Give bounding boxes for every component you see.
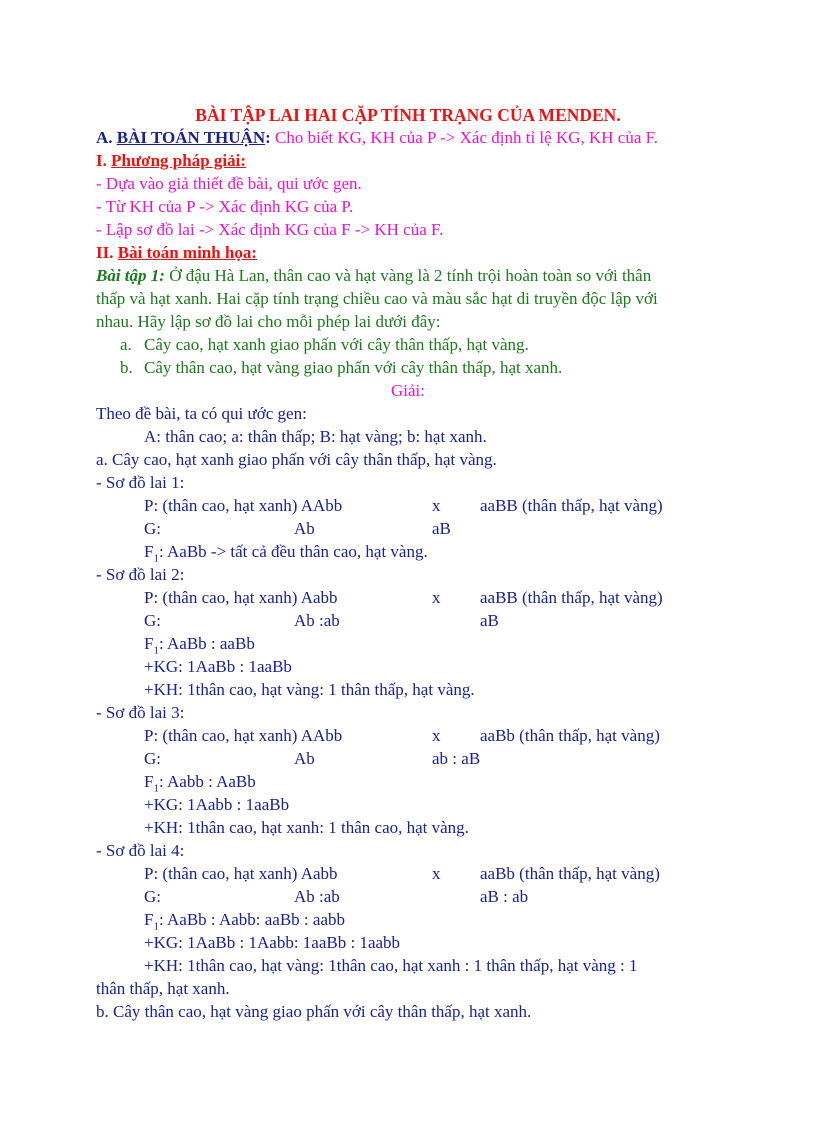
scheme-kg-row: +KG: 1AaBb : 1Aabb: 1aaBb : 1aabb bbox=[144, 933, 401, 952]
g-right: aB : ab bbox=[480, 887, 529, 906]
document-title: BÀI TẬP LAI HAI CẶP TÍNH TRẠNG CỦA MENDEN. bbox=[195, 105, 621, 125]
scheme-f1-row bbox=[144, 771, 256, 793]
solution-label: Giải: bbox=[391, 381, 425, 400]
g-label: G: bbox=[144, 887, 161, 906]
f1-text: : AaBb -> tất cả đều thân cao, hạt vàng. bbox=[158, 542, 428, 561]
exercise-item-b bbox=[120, 357, 563, 379]
method-step-3: - Lập sơ đồ lai -> Xác định KG của F -> KH của F. bbox=[96, 220, 444, 239]
section-i-heading: Phương pháp giải: bbox=[111, 151, 247, 170]
exercise-item-text: Cây cao, hạt xanh giao phấn với cây thân thấp, hạt vàng. bbox=[144, 335, 529, 354]
f1-text: : Aabb : AaBb bbox=[158, 772, 256, 791]
exercise-line-2: thấp và hạt xanh. Hai cặp tính trạng chiều cao và màu sắc hạt di truyền độc lập với bbox=[96, 289, 658, 308]
scheme-kh-row: +KH: 1thân cao, hạt xanh: 1 thân cao, hạt vàng. bbox=[144, 818, 469, 837]
section-a-prefix: A. bbox=[96, 128, 117, 147]
scheme-g-row bbox=[144, 518, 744, 540]
scheme-f1-row bbox=[144, 541, 428, 563]
scheme-g-row bbox=[144, 610, 744, 632]
scheme-label: - Sơ đồ lai 4: bbox=[96, 841, 185, 860]
section-a-line bbox=[96, 127, 658, 149]
g-right: aB bbox=[432, 519, 451, 538]
scheme-g-row bbox=[144, 886, 744, 908]
scheme-p-row bbox=[144, 587, 744, 609]
scheme-label: - Sơ đồ lai 1: bbox=[96, 473, 185, 492]
g-left: Ab bbox=[294, 749, 315, 768]
g-left: Ab :ab bbox=[294, 611, 340, 630]
f1-sub: 1 bbox=[153, 920, 159, 933]
exercise-label: Bài tập 1: bbox=[96, 266, 165, 285]
g-right: ab : aB bbox=[432, 749, 481, 768]
g-label: G: bbox=[144, 611, 161, 630]
scheme-f1-row bbox=[144, 633, 255, 655]
scheme-kg-row: +KG: 1AaBb : 1aaBb bbox=[144, 657, 292, 676]
p-left: P: (thân cao, hạt xanh) Aabb bbox=[144, 588, 338, 607]
scheme-label: - Sơ đồ lai 3: bbox=[96, 703, 185, 722]
f1-sub: 1 bbox=[153, 644, 159, 657]
scheme-kg-row: +KG: 1Aabb : 1aaBb bbox=[144, 795, 290, 814]
scheme-kh-continuation: thân thấp, hạt xanh. bbox=[96, 979, 230, 998]
part-a-heading: a. Cây cao, hạt xanh giao phấn với cây thân thấp, hạt vàng. bbox=[96, 450, 497, 469]
section-i-line bbox=[96, 150, 246, 172]
cross-symbol: x bbox=[432, 588, 441, 607]
scheme-kh-row: +KH: 1thân cao, hạt vàng: 1 thân thấp, hạt vàng. bbox=[144, 680, 475, 699]
exercise-text-1: Ở đậu Hà Lan, thân cao và hạt vàng là 2 tính trội hoàn toàn so với thân bbox=[164, 266, 652, 285]
exercise-line-3: nhau. Hãy lập sơ đồ lai cho mỗi phép lai dưới đây: bbox=[96, 312, 441, 331]
g-label: G: bbox=[144, 749, 161, 768]
scheme-p-row bbox=[144, 863, 744, 885]
exercise-line-1 bbox=[96, 265, 651, 287]
section-a-heading: BÀI TOÁN THUẬN bbox=[116, 128, 266, 147]
cross-symbol: x bbox=[432, 864, 441, 883]
section-ii-line bbox=[96, 242, 257, 264]
exercise-item-marker: b. bbox=[120, 358, 133, 377]
method-step-2: - Từ KH của P -> Xác định KG của P. bbox=[96, 197, 354, 216]
exercise-item-a bbox=[120, 334, 529, 356]
f1-text: : AaBb : aaBb bbox=[158, 634, 255, 653]
gene-convention: A: thân cao; a: thân thấp; B: hạt vàng; b: hạt xanh. bbox=[144, 427, 487, 446]
p-left: P: (thân cao, hạt xanh) AAbb bbox=[144, 496, 343, 515]
f1-sub: 1 bbox=[153, 782, 159, 795]
f1-prefix: F bbox=[144, 910, 154, 929]
cross-symbol: x bbox=[432, 496, 441, 515]
f1-text: : AaBb : Aabb: aaBb : aabb bbox=[158, 910, 345, 929]
scheme-f1-row bbox=[144, 909, 345, 931]
f1-sub: 1 bbox=[153, 552, 159, 565]
g-left: Ab bbox=[294, 519, 315, 538]
part-b-heading: b. Cây thân cao, hạt vàng giao phấn với cây thân thấp, hạt xanh. bbox=[96, 1002, 532, 1021]
section-ii-heading: Bài toán minh họa: bbox=[117, 243, 258, 262]
section-a-desc: Cho biết KG, KH của P -> Xác định tỉ lệ KG, KH của F. bbox=[270, 128, 658, 147]
p-right: aaBb (thân thấp, hạt vàng) bbox=[480, 864, 660, 883]
f1-prefix: F bbox=[144, 634, 154, 653]
f1-prefix: F bbox=[144, 542, 154, 561]
section-a-colon: : bbox=[265, 128, 271, 147]
scheme-p-row bbox=[144, 725, 744, 747]
solution-intro: Theo đề bài, ta có qui ước gen: bbox=[96, 404, 307, 423]
cross-symbol: x bbox=[432, 726, 441, 745]
p-right: aaBb (thân thấp, hạt vàng) bbox=[480, 726, 660, 745]
scheme-p-row bbox=[144, 495, 744, 517]
scheme-g-row bbox=[144, 748, 744, 770]
method-step-1: - Dựa vào giả thiết đề bài, qui ước gen. bbox=[96, 174, 362, 193]
g-right: aB bbox=[480, 611, 499, 630]
f1-prefix: F bbox=[144, 772, 154, 791]
section-ii-prefix: II. bbox=[96, 243, 118, 262]
exercise-item-marker: a. bbox=[120, 335, 132, 354]
section-i-prefix: I. bbox=[96, 151, 112, 170]
p-right: aaBB (thân thấp, hạt vàng) bbox=[480, 588, 663, 607]
exercise-item-text: Cây thân cao, hạt vàng giao phấn với cây thân thấp, hạt xanh. bbox=[144, 358, 563, 377]
g-left: Ab :ab bbox=[294, 887, 340, 906]
p-left: P: (thân cao, hạt xanh) Aabb bbox=[144, 864, 338, 883]
scheme-kh-row: +KH: 1thân cao, hạt vàng: 1thân cao, hạt xanh : 1 thân thấp, hạt vàng : 1 bbox=[144, 956, 638, 975]
p-right: aaBB (thân thấp, hạt vàng) bbox=[480, 496, 663, 515]
scheme-label: - Sơ đồ lai 2: bbox=[96, 565, 185, 584]
g-label: G: bbox=[144, 519, 161, 538]
p-left: P: (thân cao, hạt xanh) AAbb bbox=[144, 726, 343, 745]
